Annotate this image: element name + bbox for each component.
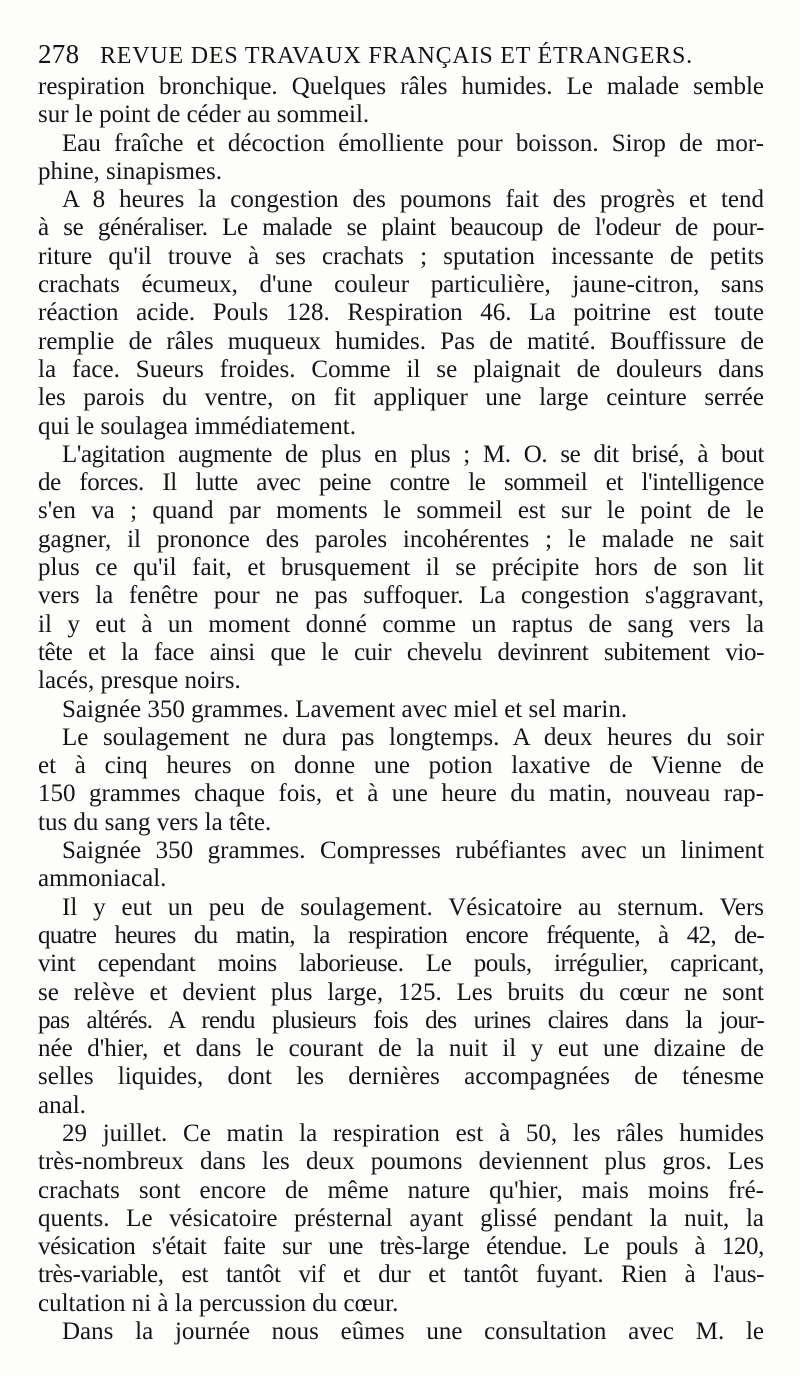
text-line: lacés, presque noirs. [38,667,241,695]
text-line: se relève et devient plus large, 125. Les bruits du cœur ne sont [38,978,764,1006]
text-line: crachats écumeux, d'une couleur particulière, jaune-citron, sans [38,271,764,299]
text-line: 29 juillet. Ce matin la respiration est à 50, les râles humides [62,1119,764,1147]
text-line: la face. Sueurs froides. Comme il se plaignait de douleurs dans [38,355,764,383]
text-line: plus ce qu'il fait, et brusquement il se précipite hors de son lit [38,554,764,582]
page-number: 278 [38,39,80,69]
text-line: vésication s'était faite sur une très-large étendue. Le pouls à 120, [38,1233,764,1261]
text-line: à se généraliser. Le malade se plaint beaucoup de l'odeur de pour- [38,214,764,242]
text-line: de forces. Il lutte avec peine contre le sommeil et l'intelligence [38,469,764,497]
text-line: Saignée 350 grammes. Lavement avec miel et sel marin. [62,695,628,723]
text-line: vers la fenêtre pour ne pas suffoquer. La congestion s'aggravant, [38,582,764,610]
text-line: Le soulagement ne dura pas longtemps. A deux heures du soir [62,723,764,751]
text-line: cultation ni à la percussion du cœur. [38,1289,399,1317]
text-line: vint cependant moins laborieuse. Le pouls, irrégulier, capricant, [38,950,764,978]
text-line: phine, sinapismes. [38,157,223,185]
text-line: Saignée 350 grammes. Compresses rubéfiantes avec un liniment [62,837,764,865]
text-line: remplie de râles muqueux humides. Pas de matité. Bouffissure de [38,327,764,355]
text-line: anal. [38,1091,86,1119]
text-line: il y eut à un moment donné comme un raptus de sang vers la [38,610,764,638]
running-title: REVUE DES TRAVAUX FRANÇAIS ET ÉTRANGERS. [99,43,693,69]
text-line: très-variable, est tantôt vif et dur et tantôt fuyant. Rien à l'aus- [38,1261,764,1289]
text-line: quents. Le vésicatoire présternal ayant glissé pendant la nuit, la [38,1204,764,1232]
text-line: quatre heures du matin, la respiration encore fréquente, à 42, de- [38,921,764,949]
text-line: A 8 heures la congestion des poumons fait des progrès et tend [62,186,764,214]
text-line: Dans la journée nous eûmes une consultation avec M. le [62,1318,764,1346]
text-line: Eau fraîche et décoction émolliente pour boisson. Sirop de mor- [62,129,764,157]
text-line: très-nombreux dans les deux poumons deviennent plus gros. Les [38,1148,764,1176]
text-line: respiration bronchique. Quelques râles humides. Le malade semble [38,73,764,100]
body-text [38,73,764,1346]
text-line: Il y eut un peu de soulagement. Vésicatoire au sternum. Vers [62,893,764,921]
text-line: L'agitation augmente de plus en plus ; M. O. se dit brisé, à bout [62,440,764,468]
text-line: selles liquides, dont les dernières accompagnées de ténesme [38,1063,764,1091]
text-line: tête et la face ainsi que le cuir chevelu devinrent subitement vio- [38,638,764,666]
running-head [38,34,768,74]
text-line: ammoniacal. [38,865,167,893]
text-line: réaction acide. Pouls 128. Respiration 46. La poitrine est toute [38,299,764,327]
text-line: gagner, il prononce des paroles incohérentes ; le malade ne sait [38,525,764,553]
text-line: les parois du ventre, on fit appliquer une large ceinture serrée [38,384,764,412]
text-line: qui le soulagea immédiatement. [38,412,356,440]
text-line: sur le point de céder au sommeil. [38,101,370,129]
text-line: tus du sang vers la tête. [38,808,272,836]
text-line: 150 grammes chaque fois, et à une heure du matin, nouveau rap- [38,780,764,808]
text-line: née d'hier, et dans le courant de la nuit il y eut une dizaine de [38,1035,764,1063]
text-line: et à cinq heures on donne une potion laxative de Vienne de [38,752,764,780]
text-line: pas altérés. A rendu plusieurs fois des urines claires dans la jour- [38,1006,764,1034]
text-line: crachats sont encore de même nature qu'hier, mais moins fré- [38,1176,764,1204]
text-line: riture qu'il trouve à ses crachats ; sputation incessante de petits [38,242,764,270]
text-line: s'en va ; quand par moments le sommeil est sur le point de le [38,497,764,525]
